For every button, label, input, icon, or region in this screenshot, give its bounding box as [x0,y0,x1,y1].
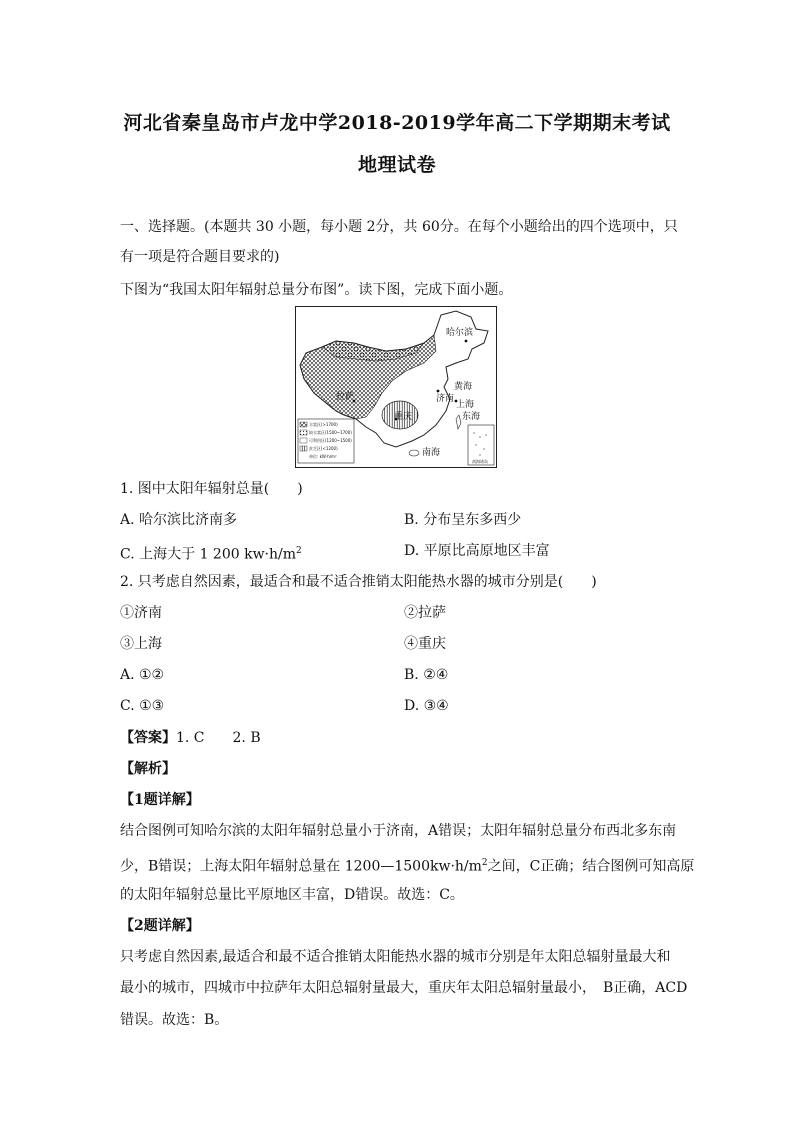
q1-stem: 1. 图中太阳年辐射总量( ) [120,481,303,497]
answer-text: 1. C 2. B [176,730,261,746]
city-jinan: 济南 [436,394,455,404]
section-heading-line2: 有一项是符合题目要求的) [120,249,280,265]
answer-label: 【答案】 [120,730,176,746]
q1-option-d[interactable]: D. 平原比高原地区丰富 [404,543,550,559]
q2-item-3: ③上海 [120,636,162,652]
hainan-island [409,450,419,456]
q1-option-a[interactable]: A. 哈尔滨比济南多 [120,512,238,528]
page-title-line2: 地理试卷 [357,154,436,176]
q2-analysis-line2: 最小的城市，四城市中拉萨年太阳总辐射量最大，重庆年太阳总辐射量最小， B正确，ACD [120,980,688,996]
city-shanghai: 上海 [456,400,475,410]
answer-line [120,728,680,748]
q2-option-c[interactable]: C. ①③ [120,698,165,714]
legend-label-1: 丰富区(>1700) [309,422,338,427]
q2-option-b[interactable]: B. ②④ [404,667,449,683]
q1-analysis-line2 [120,853,695,877]
legend-label-3: 可利用区(1200~1500) [309,438,352,443]
q1-option-c-sup: 2 [296,546,302,556]
solar-radiation-map [295,306,497,468]
q2-option-d[interactable]: D. ③④ [404,698,449,714]
q2-analysis-line3: 错误。故选：B。 [120,1012,229,1028]
q2-stem: 2. 只考虑自然因素，最适合和最不适合推销太阳能热水器的城市分别是( ) [120,574,597,590]
sea-east: 东海 [462,412,481,422]
city-chongqing: 重庆 [394,412,413,422]
inset-label: 南海诸岛 [472,459,488,464]
sea-yellow: 黄海 [454,382,473,392]
q1-analysis-line1: 结合图例可知哈尔滨的太阳年辐射总量小于济南，A错误；太阳年辐射总量分布西北多东南 [120,823,677,839]
section-heading-line1: 一、选择题。(本题共 30 小题，每小题 2分，共 60分。在每个小题给出的四个选项中，只 [120,219,678,235]
q1-analysis-line2-pre: 少，B错误；上海太阳年辐射总量在 1200—1500kw·h/m [120,858,482,875]
q1-analysis-line2-post: 之间，C正确；结合图例可知高原 [487,858,695,875]
legend-label-2: 较丰富区(1500~1700) [309,430,352,435]
question-intro: 下图为“我国太阳年辐射总量分布图”。读下图，完成下面小题。 [120,282,513,298]
q2-item-1: ①济南 [120,605,162,621]
q2-analysis-heading: 【2题详解】 [120,918,200,934]
q2-analysis-line1: 只考虑自然因素,最适合和最不适合推销太阳能热水器的城市分别是年太阳总辐射量最大和 [120,949,671,965]
city-harbin: 哈尔滨 [446,328,474,338]
q1-analysis-heading: 【1题详解】 [120,792,200,808]
taiwan-island [456,415,461,429]
q2-item-4: ④重庆 [404,636,446,652]
q1-option-b[interactable]: B. 分布呈东多西少 [404,512,522,528]
q2-item-2: ②拉萨 [404,605,446,621]
city-lhasa: 拉萨 [336,392,355,402]
q2-option-a[interactable]: A. ①② [120,667,165,683]
analysis-label: 【解析】 [120,761,176,777]
sea-south: 南海 [422,448,441,458]
legend-unit: 单位: kW·h/m² [309,454,337,459]
page-title-line1: 河北省秦皇岛市卢龙中学2018-2019学年高二下学期期末考试 [123,112,671,134]
q1-analysis-line3: 的太阳年辐射总量比平原地区丰富，D错误。故选：C。 [120,887,464,903]
q1-analysis-line2-sup: 2 [481,858,488,868]
q1-option-c-text: C. 上海大于 1 200 kw·h/m [120,546,297,563]
legend-label-4: 贫乏区(<1200) [309,446,338,451]
q1-option-c[interactable] [120,541,302,565]
